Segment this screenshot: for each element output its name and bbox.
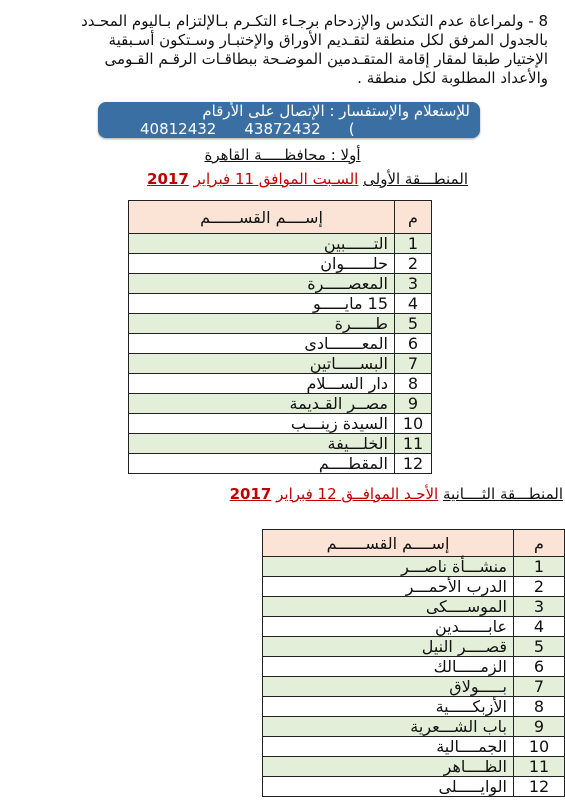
row-number: 12 (395, 454, 432, 474)
district-table-2 (262, 529, 565, 797)
row-number: 2 (395, 254, 432, 274)
district-name: دار الســـلام (129, 374, 395, 394)
row-number: 12 (514, 777, 565, 797)
region-name: المنطـــقة الأولى (363, 170, 468, 188)
table-row (129, 234, 432, 254)
district-name: مصــر القـديمة (129, 394, 395, 414)
district-name: المقطــــم (129, 454, 395, 474)
intro-line: بالجدول المرفق لكل منطقة لتقـديم الأوراق والإختبـار وسـتكون أسـبقية (108, 31, 548, 49)
table-row (129, 394, 432, 414)
phone-number: 43872432 (244, 120, 321, 138)
district-name: الدرب الأحمـــر (263, 577, 514, 597)
col-header-name: إســــم القســــــم (129, 201, 395, 234)
intro-line: والأعداد المطلوبة لكل منطقة . (357, 69, 548, 87)
row-number: 4 (395, 294, 432, 314)
district-name: الزمـــــالك (263, 657, 514, 677)
intro-line: 8 - ولمراعاة عدم التكدس والإزدحام برجـاء التكـرم بـالإلتزام بـاليوم المحـدد (81, 12, 548, 30)
table-row (129, 274, 432, 294)
district-name: السيدة زينـــب (129, 414, 395, 434)
table-row (263, 577, 565, 597)
district-name: الظــــاهر (263, 757, 514, 777)
row-number: 5 (514, 637, 565, 657)
row-number: 2 (514, 577, 565, 597)
district-name: حلــــــوان (129, 254, 395, 274)
district-name: عابــــــدين (263, 617, 514, 637)
table-row (263, 597, 565, 617)
table-row (129, 294, 432, 314)
table-row (129, 354, 432, 374)
row-number: 3 (395, 274, 432, 294)
row-number: 7 (395, 354, 432, 374)
table-row (263, 637, 565, 657)
region-heading (230, 485, 563, 503)
row-number: 1 (395, 234, 432, 254)
district-name: البســـــاتين (129, 354, 395, 374)
district-name: قصــــر النيل (263, 637, 514, 657)
table-row (263, 557, 565, 577)
table-row (263, 657, 565, 677)
row-number: 7 (514, 677, 565, 697)
district-name: التــــــبين (129, 234, 395, 254)
row-number: 6 (514, 657, 565, 677)
row-number: 5 (395, 314, 432, 334)
district-name: 15 مايـــــو (129, 294, 395, 314)
table-row (263, 697, 565, 717)
district-name: طـــــرة (129, 314, 395, 334)
section-title: أولا : محافظـــــة القاهرة (204, 146, 361, 164)
region-name: المنطـــقة الثــــانية (443, 485, 563, 503)
region-date: السـبت الموافق 11 فبراير (193, 170, 359, 188)
district-name: الوايـــــلى (263, 777, 514, 797)
contact-label: للإستعلام والإستفسار : الإتصال على الأرقام (202, 102, 470, 120)
contact-numbers (140, 120, 383, 138)
row-number: 3 (514, 597, 565, 617)
district-name: الخلـــيفة (129, 434, 395, 454)
district-name: الجمــــالية (263, 737, 514, 757)
district-name: باب الشـــعرية (263, 717, 514, 737)
row-number: 1 (514, 557, 565, 577)
contact-banner (98, 102, 480, 138)
row-number: 11 (395, 434, 432, 454)
district-name: منشـــأة ناصـــر (263, 557, 514, 577)
table-row (263, 717, 565, 737)
region-date: الأحـد الموافــق 12 فبراير (276, 485, 439, 503)
phone-bracket: ( (348, 120, 355, 138)
col-header-num: م (395, 201, 432, 234)
row-number: 10 (514, 737, 565, 757)
col-header-name: إســــم القســــــم (263, 530, 514, 557)
col-header-num: م (514, 530, 565, 557)
table-row (129, 314, 432, 334)
row-number: 8 (395, 374, 432, 394)
row-number: 9 (395, 394, 432, 414)
table-row (263, 677, 565, 697)
row-number: 11 (514, 757, 565, 777)
table-row (263, 757, 565, 777)
table-row (129, 414, 432, 434)
row-number: 10 (395, 414, 432, 434)
district-name: المعـــــــادى (129, 334, 395, 354)
region-year: 2017 (147, 170, 189, 188)
region-heading (147, 170, 468, 188)
district-name: المعصـــــرة (129, 274, 395, 294)
district-name: بـــــولاق (263, 677, 514, 697)
district-name: الأزبكـــــية (263, 697, 514, 717)
table-row (129, 454, 432, 474)
district-table-1 (128, 200, 432, 474)
table-row (263, 617, 565, 637)
table-row (129, 254, 432, 274)
table-row (129, 434, 432, 454)
phone-number: 40812432 (140, 120, 217, 138)
row-number: 8 (514, 697, 565, 717)
table-row (263, 777, 565, 797)
region-year: 2017 (229, 485, 272, 503)
table-row (129, 334, 432, 354)
row-number: 6 (395, 334, 432, 354)
intro-paragraph (38, 12, 548, 88)
row-number: 9 (514, 717, 565, 737)
intro-line: الإختيار طبقا لمقار إقامة المتقـدمين الموضـحة ببطاقـات الرقـم القـومى (104, 50, 548, 68)
row-number: 4 (514, 617, 565, 637)
district-name: الموســــكى (263, 597, 514, 617)
table-row (129, 374, 432, 394)
table-row (263, 737, 565, 757)
